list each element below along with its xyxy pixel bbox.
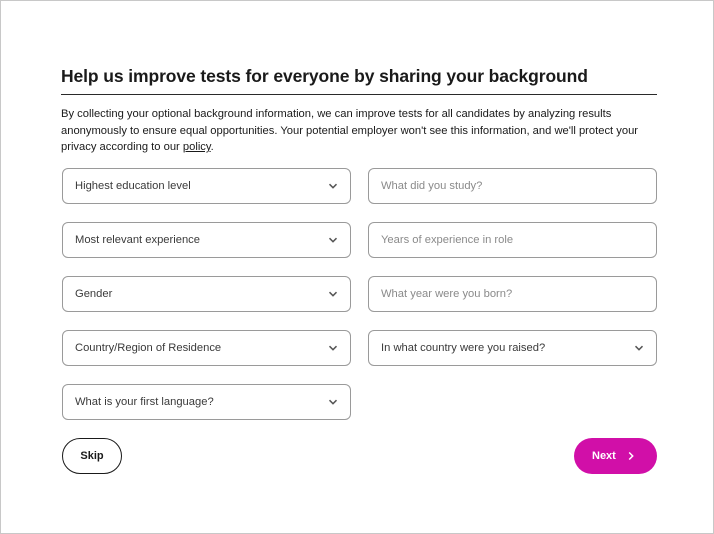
study-input-placeholder: What did you study? bbox=[381, 180, 483, 192]
birth-year-placeholder: What year were you born? bbox=[381, 288, 513, 300]
chevron-down-icon bbox=[328, 343, 338, 353]
description-text: By collecting your optional background information, we can improve tests for all candidates by analyzing results anonymously to ensure equal opportunities. Your potential employer won't see this information, and we'll protect your privacy according to our bbox=[61, 108, 639, 153]
skip-button[interactable]: Skip bbox=[62, 438, 122, 474]
title-divider bbox=[61, 94, 657, 95]
policy-link[interactable]: policy bbox=[182, 141, 211, 153]
study-input[interactable] bbox=[368, 168, 657, 204]
education-select[interactable] bbox=[62, 168, 351, 204]
chevron-down-icon bbox=[328, 289, 338, 299]
country-residence-label: Country/Region of Residence bbox=[75, 342, 222, 354]
chevron-down-icon bbox=[328, 235, 338, 245]
description bbox=[61, 106, 661, 156]
country-raised-label: In what country were you raised? bbox=[381, 342, 546, 354]
next-button[interactable] bbox=[574, 438, 657, 474]
chevron-right-icon bbox=[626, 451, 636, 461]
gender-select-label: Gender bbox=[75, 288, 113, 300]
page-title: Help us improve tests for everyone by sharing your background bbox=[61, 66, 588, 86]
first-language-select[interactable] bbox=[62, 384, 351, 420]
experience-select[interactable] bbox=[62, 222, 351, 258]
birth-year-input[interactable] bbox=[368, 276, 657, 312]
first-language-label: What is your first language? bbox=[75, 396, 214, 408]
country-residence-select[interactable] bbox=[62, 330, 351, 366]
gender-select[interactable] bbox=[62, 276, 351, 312]
chevron-down-icon bbox=[328, 397, 338, 407]
education-select-label: Highest education level bbox=[75, 180, 191, 192]
years-experience-placeholder: Years of experience in role bbox=[381, 234, 514, 246]
chevron-down-icon bbox=[634, 343, 644, 353]
experience-select-label: Most relevant experience bbox=[75, 234, 200, 246]
country-raised-select[interactable] bbox=[368, 330, 657, 366]
next-button-label: Next bbox=[592, 450, 616, 462]
description-end: . bbox=[210, 141, 214, 153]
chevron-down-icon bbox=[328, 181, 338, 191]
years-experience-input[interactable] bbox=[368, 222, 657, 258]
